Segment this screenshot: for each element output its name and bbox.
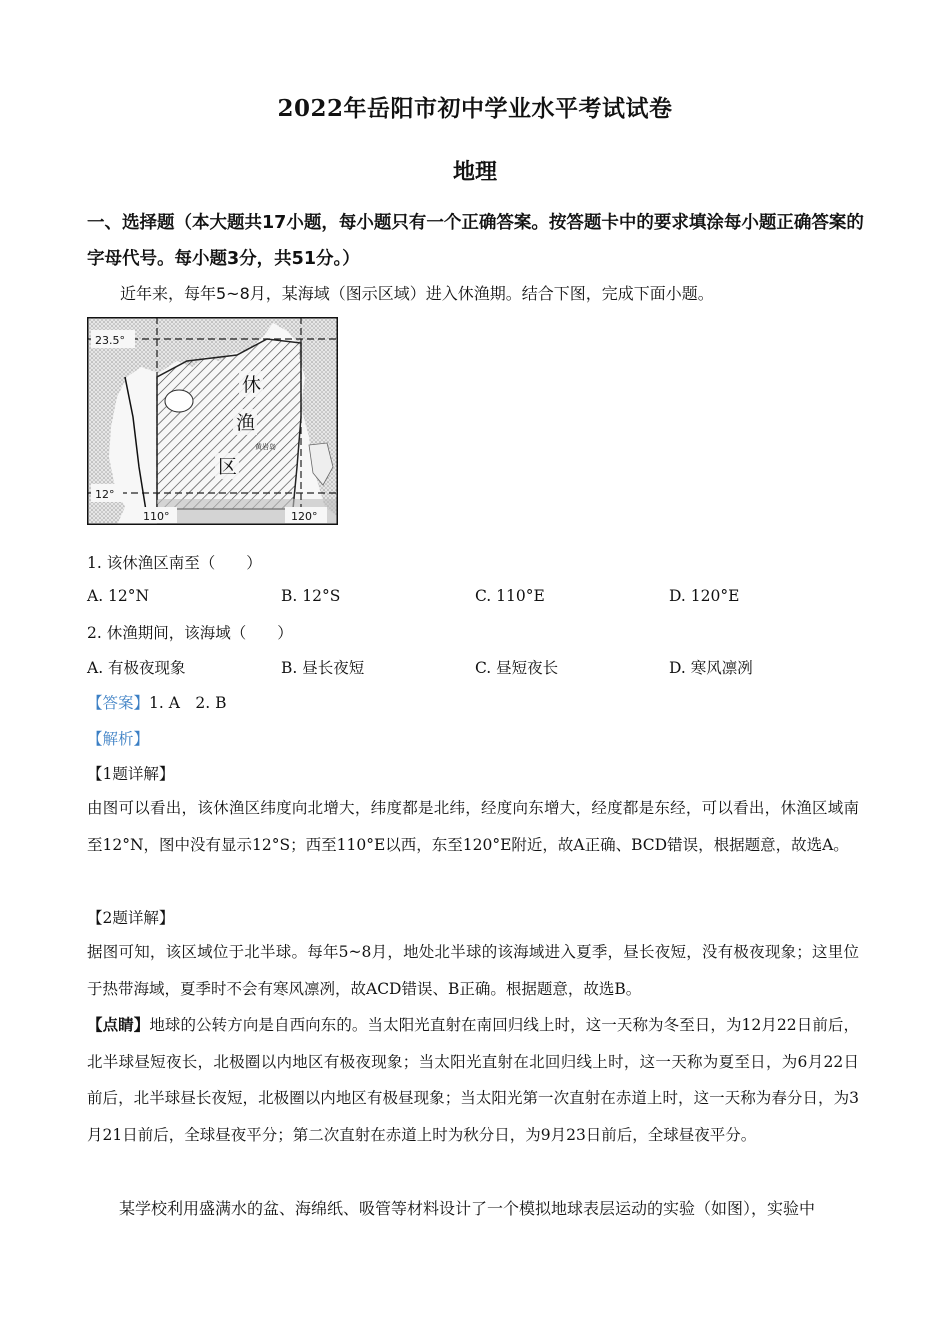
q1-option-b[interactable]: B. 12°S bbox=[281, 587, 341, 605]
q1-option-a[interactable]: A. 12°N bbox=[87, 587, 150, 605]
question-1-options bbox=[87, 587, 867, 611]
q2-option-a[interactable]: A. 有极夜现象 bbox=[87, 659, 186, 677]
label-lat-top: 23.5° bbox=[95, 334, 125, 347]
answer-label: 【答案】 bbox=[87, 694, 150, 712]
detail-1-text: 由图可以看出，该休渔区纬度向北增大，纬度都是北纬，经度向东增大，经度都是东经，可以看出，休渔区域南至12°N，图中没有显示12°S；西至110°E以西，东至120°E附近，故A正确、BCD错误，根据题意，故选A。 bbox=[87, 799, 859, 854]
answer-text: 1. A 2. B bbox=[149, 694, 227, 712]
q2-option-c[interactable]: C. 昼短夜长 bbox=[475, 659, 559, 677]
q2-option-b[interactable]: B. 昼长夜短 bbox=[281, 659, 365, 677]
next-question-intro: 某学校利用盛满水的盆、海绵纸、吸管等材料设计了一个模拟地球表层运动的实验（如图），实验中 bbox=[119, 1199, 816, 1218]
label-lon-right: 120° bbox=[291, 510, 318, 523]
detail-2-text: 据图可知，该区域位于北半球。每年5~8月，地处北半球的该海域进入夏季，昼长夜短，没有极夜现象；这里位于热带海域，夏季时不会有寒风凛冽，故ACD错误、B正确。根据题意，故选B。 bbox=[87, 943, 859, 998]
q2-option-d[interactable]: D. 寒风凛冽 bbox=[669, 659, 753, 677]
tip-label: 【点睛】 bbox=[87, 1015, 150, 1034]
label-lat-bottom: 12° bbox=[95, 488, 115, 501]
question-2-stem: 2. 休渔期间，该海域（ ） bbox=[87, 624, 293, 642]
detail-2-label: 【2题详解】 bbox=[87, 909, 175, 927]
small-island-label: 黄岩岛 bbox=[255, 443, 276, 451]
q1-option-c[interactable]: C. 110°E bbox=[475, 587, 545, 605]
question-2-options bbox=[87, 656, 867, 680]
q1-option-d[interactable]: D. 120°E bbox=[669, 587, 740, 605]
subject-title: 地理 bbox=[452, 159, 497, 185]
fishing-ban-map bbox=[87, 317, 338, 525]
answer-line bbox=[87, 691, 227, 715]
tip-paragraph bbox=[87, 1007, 859, 1153]
question-intro: 近年来，每年5~8月，某海域（图示区域）进入休渔期。结合下图，完成下面小题。 bbox=[120, 284, 714, 303]
zone-char-1: 休 bbox=[242, 374, 262, 396]
detail-1-label: 【1题详解】 bbox=[87, 765, 175, 783]
question-1-stem: 1. 该休渔区南至（ ） bbox=[87, 554, 262, 572]
zone-char-3: 区 bbox=[218, 456, 238, 478]
tip-text: 地球的公转方向是自西向东的。当太阳光直射在南回归线上时，这一天称为冬至日，为12月22日前后，北半球昼短夜长，北极圈以内地区有极夜现象；当太阳光直射在北回归线上时，这一天称为夏至日，为6月22日前后，北半球昼长夜短，北极圈以内地区有极昼现象；当太阳光第一次直射在赤道上时，这一天称为春分日，为3月21日前后，全球昼夜平分；第二次直射在赤道上时为秋分日，为9月23日前后，全球昼夜平分。 bbox=[87, 1016, 859, 1144]
section-heading: 一、选择题（本大题共17小题，每小题只有一个正确答案。按答题卡中的要求填涂每小题正确答案的字母代号。每小题3分，共51分。） bbox=[87, 213, 864, 269]
zone-char-2: 渔 bbox=[236, 412, 256, 434]
exam-title: 2022年岳阳市初中学业水平考试试卷 bbox=[277, 95, 673, 122]
analysis-label: 【解析】 bbox=[87, 730, 150, 748]
label-lon-left: 110° bbox=[143, 510, 170, 523]
